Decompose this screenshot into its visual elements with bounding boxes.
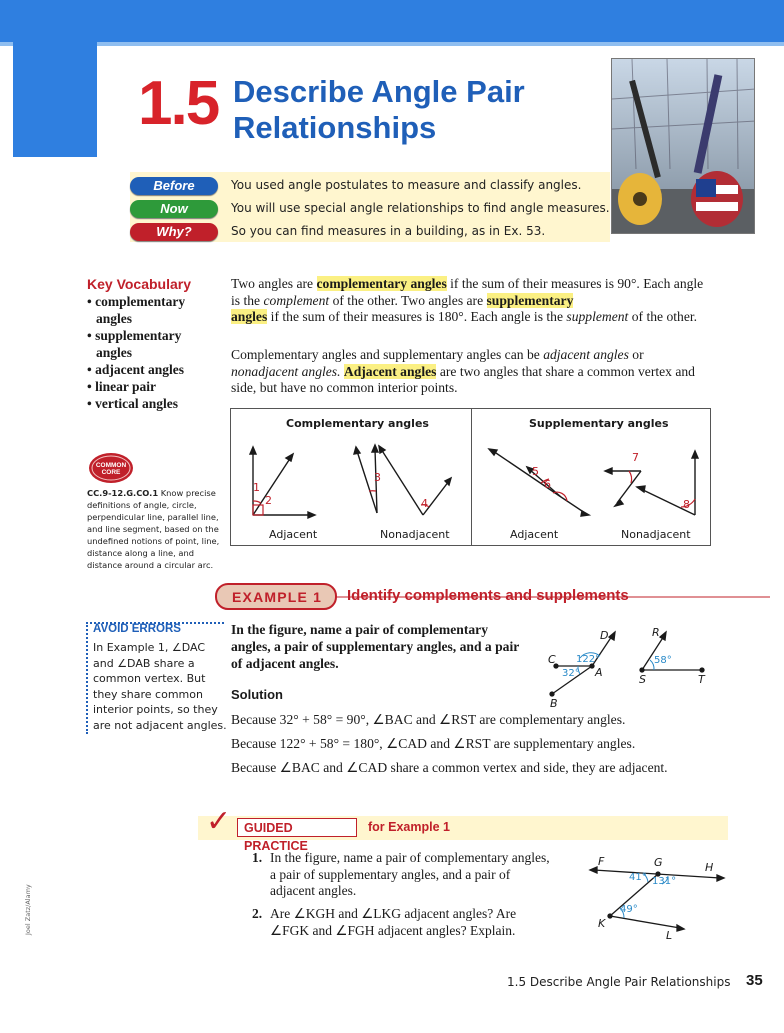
practice-question-2: 2. Are ∠KGH and ∠LKG adjacent angles? Are ∠FGK and ∠FGH adjacent angles? Explain. (252, 906, 517, 938)
label-adjacent-1: Adjacent (269, 528, 318, 541)
solution-line-2: Because 122° + 58° = 180°, ∠CAD and ∠RST are supplementary angles. (231, 736, 636, 751)
vocab-item: • complementary angles (87, 294, 186, 326)
page-number: 35 (746, 972, 763, 989)
top-strip (0, 42, 784, 46)
guitar-photo-icon (611, 58, 755, 234)
angle-131: 131° (652, 876, 677, 887)
solution-label: Solution (231, 687, 283, 702)
svg-text:CORE: CORE (101, 469, 121, 476)
guided-practice-label: GUIDED PRACTICE (237, 818, 357, 837)
lesson-title (233, 74, 525, 146)
definition-paragraph-2: Complementary angles and supplementary angles can be adjacent angles or nonadjacent angles. Adjacent angles are two angles that share a common vertex and side, but have no common interior points. (231, 347, 695, 395)
angle-label-5: 5 (532, 465, 539, 478)
before-text: You used angle postulates to measure and classify angles. (231, 178, 582, 192)
now-tag: Now (130, 200, 218, 218)
guided-practice-for: for Example 1 (368, 820, 450, 834)
angle-pairs-figure (230, 408, 711, 546)
key-vocabulary-title: Key Vocabulary (87, 276, 192, 292)
photo-credit: Joel Zatz/Alamy (24, 884, 32, 935)
supplementary-title: Supplementary angles (529, 417, 669, 430)
checkmark-icon: ✓ (206, 804, 232, 839)
label-nonadjacent-2: Nonadjacent (621, 528, 691, 541)
complementary-title: Complementary angles (286, 417, 429, 430)
angle-122: 122° (576, 654, 601, 665)
common-core-standard: CC.9-12.G.CO.1 Know precise definitions of angle, circle, perpendicular line, parallel line, and line segment, based on the undefined notions of point, line, distance along a line, and distance around a circular arc. (87, 488, 220, 570)
angle-drawings (231, 409, 710, 545)
example-prompt: In the figure, name a pair of complementary angles, a pair of supplementary angles, and a pair of adjacent angles. (231, 622, 520, 671)
point-H: H (705, 861, 714, 874)
title-line-1: Describe Angle Pair (233, 74, 525, 109)
common-core-logo (88, 452, 134, 484)
angle-49: 49° (620, 904, 638, 915)
top-banner (0, 0, 784, 42)
definition-paragraph-1: Two angles are complementary angles if the sum of their measures is 90°. Each angle is the complement of the other. Two angles are supplementary angles if the sum of their measures is 180°. Each angle is the supplement of the other. (231, 276, 704, 324)
angle-label-7: 7 (632, 451, 639, 464)
before-tag: Before (130, 177, 218, 195)
point-C: C (548, 653, 556, 666)
avoid-errors-title: AVOID ERRORS (93, 623, 181, 635)
point-G: G (654, 856, 663, 869)
angle-label-4: 4 (421, 497, 428, 510)
why-text: So you can find measures in a building, as in Ex. 53. (231, 224, 546, 238)
solution-line-3: Because ∠BAC and ∠CAD share a common vertex and side, they are adjacent. (231, 760, 668, 775)
vocab-item: • supplementary angles (87, 328, 182, 360)
angle-label-3: 3 (374, 471, 381, 484)
point-T: T (698, 673, 705, 686)
angle-41: 41° (629, 872, 647, 883)
vocab-item: • linear pair (87, 379, 156, 394)
practice-question-1: 1. In the figure, name a pair of complementary angles, a pair of supplementary angles, and a pair of adjacent angles. (252, 850, 550, 898)
footer-section: 1.5 Describe Angle Pair Relationships (507, 975, 731, 989)
angle-label-2: 2 (265, 494, 272, 507)
now-text: You will use special angle relationships to find angle measures. (231, 201, 610, 215)
point-K: K (598, 917, 606, 930)
svg-text:COMMON: COMMON (95, 462, 127, 469)
example-title: Identify complements and supplements (347, 587, 629, 604)
title-line-2: Relationships (233, 110, 437, 145)
angle-label-1: 1 (253, 481, 260, 494)
avoid-errors-text: In Example 1, ∠DAC and ∠DAB share a common vertex. But they share common interior points, so they are not adjacent angles. (93, 641, 227, 732)
lesson-number: 1.5 (138, 69, 219, 138)
point-D: D (600, 629, 609, 642)
point-B: B (550, 697, 558, 710)
point-L: L (666, 929, 673, 942)
point-R: R (652, 626, 660, 639)
point-F: F (598, 855, 605, 868)
label-nonadjacent-1: Nonadjacent (380, 528, 450, 541)
vocab-item: • vertical angles (87, 396, 178, 411)
angle-32: 32° (562, 668, 580, 679)
angle-label-6: 6 (544, 478, 551, 491)
point-A: A (595, 666, 603, 679)
point-S: S (639, 673, 646, 686)
why-tag: Why? (130, 223, 218, 241)
label-adjacent-2: Adjacent (510, 528, 559, 541)
example-label: EXAMPLE 1 (232, 589, 323, 605)
example-figure (530, 622, 720, 710)
vocab-item: • adjacent angles (87, 362, 184, 377)
angle-58: 58° (654, 655, 672, 666)
solution-line-1: Because 32° + 58° = 90°, ∠BAC and ∠RST are complementary angles. (231, 712, 626, 727)
key-vocabulary-list (87, 294, 227, 413)
left-banner-tab (13, 42, 97, 157)
angle-label-8: 8 (683, 498, 690, 511)
